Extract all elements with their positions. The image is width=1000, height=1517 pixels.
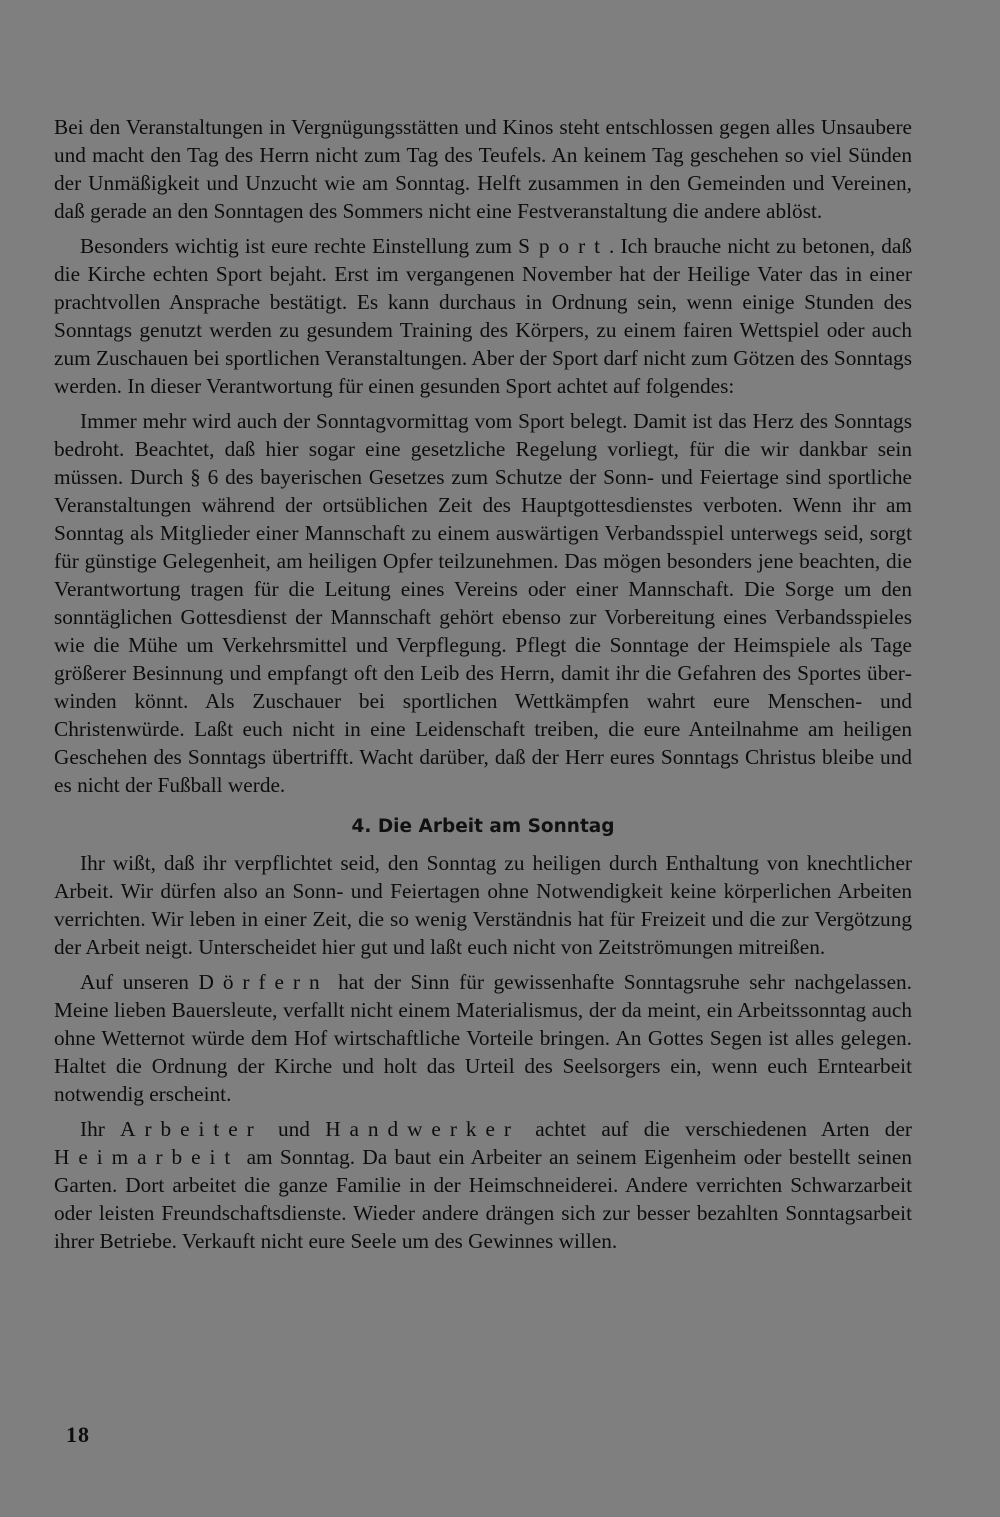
page-number: 18 <box>66 1422 90 1447</box>
paragraph <box>54 232 912 400</box>
text-segment: am Sonntag. Da baut ein Arbeiter an seinem Eigenheim oder bestellt seinen Garten. Dort arbeitet die ganze Familie in der Heimschneiderei. Andere verrichten Schwarzarbeit oder leisten Freundschaftsdienste. Wieder andere drängen sich zur besser bezahlten Sonntagsarbeit ihrer Betriebe. Verkauft nicht eure Seele um des Gewinnes willen. <box>54 1145 912 1253</box>
text-segment: Immer mehr wird auch der Sonntagvormittag vom Sport belegt. Damit ist das Herz des Sonntags bedroht. Beachtet, daß hier sogar eine gesetzliche Regelung vorliegt, für die wir dankbar sein müssen. Durch § 6 des bayerischen Gesetzes zum Schutze der Sonn- und Feiertage sind sportliche Veranstaltungen während der ortsüblichen Zeit des Hauptgottesdienstes verboten. Wenn ihr am Sonntag als Mitglieder einer Mannschaft zu einem auswärtigen Verbandsspiel unterwegs seid, sorgt für günstige Gelegenheit, am heiligen Opfer teilzunehmen. Das mögen besonders jene beachten, die Verantwortung tragen für die Leitung eines Vereins oder einer Mannschaft. Die Sorge um den sonntäglichen Gottesdienst der Mannschaft gehört ebenso zur Vorbereitung eines Verbandsspieles wie die Mühe um Verkehrsmittel und Verpflegung. Pflegt die Sonntage der Heimspiele als Tage größerer Besinnung und empfangt oft den Leib des Herrn, damit ihr die Gefahren des Sportes überwinden könnt. Als Zuschauer bei sportlichen Wettkämpfen wahrt eure Menschen- und Christenwürde. Laßt euch nicht in eine Leidenschaft treiben, die eure Anteilnahme am heiligen Geschehen des Sonntags übertrifft. Wacht darüber, daß der Herr eures Sonntags Christus bleibe und es nicht der Fußball werde. <box>54 409 912 797</box>
emphasized-word: Sport <box>518 234 609 258</box>
text-segment: Bei den Veranstaltungen in Vergnügungsstätten und Kinos steht entschlossen gegen alles Unsaubere und macht den Tag des Herrn nicht zum Tag des Teufels. An keinem Tag geschehen so viel Sünden der Unmäßigkeit und Unzucht wie am Sonntag. Helft zusammen in den Gemeinden und Vereinen, daß gerade an den Sonntagen des Sommers nicht eine Festveranstaltung die andere ablöst. <box>54 115 912 223</box>
paragraph <box>54 1115 912 1255</box>
emphasized-word: Heimarbeit <box>54 1145 240 1169</box>
text-segment: und <box>262 1117 326 1141</box>
paragraph <box>54 113 912 225</box>
section-text-before <box>54 113 912 799</box>
text-segment: Ihr <box>80 1117 121 1141</box>
paragraph <box>54 849 912 961</box>
text-segment: Besonders wichtig ist eure rechte Einstellung zum <box>80 234 519 258</box>
text-segment: Ihr wißt, daß ihr verpflichtet seid, den Sonntag zu heiligen durch Enthaltung von knechtlicher Arbeit. Wir dürfen also an Sonn- und Feiertagen ohne Notwendigkeit keine körperlichen Arbeiten verrichten. Wir leben in einer Zeit, die so wenig Verständnis hat für Freizeit und die zur Vergötzung der Arbeit neigt. Unterscheidet hier gut und laßt euch nicht von Zeitströmungen mitreißen. <box>54 851 912 959</box>
text-segment: . Ich brauche nicht zu betonen, daß die Kirche echten Sport bejaht. Erst im vergangenen November hat der Heilige Vater das in einer prachtvollen Ansprache bestätigt. Es kann durchaus in Ordnung sein, wenn einige Stunden des Sonntags genutzt werden zu gesundem Training des Körpers, zu einem fairen Wettspiel oder auch zum Zuschauen bei sportlichen Veranstaltungen. Aber der Sport darf nicht zum Götzen des Sonntags werden. In dieser Verantwortung für einen gesunden Sport achtet auf folgendes: <box>54 234 912 398</box>
paragraph <box>54 407 912 799</box>
page-body <box>54 113 912 1262</box>
paragraph <box>54 968 912 1108</box>
emphasized-word: Arbeiter <box>120 1117 263 1141</box>
emphasized-word: Dörfern <box>198 970 329 994</box>
text-segment: Auf unseren <box>80 970 199 994</box>
text-segment: achtet auf die verschiedenen Arten der <box>519 1117 912 1141</box>
emphasized-word: Handwerker <box>325 1117 520 1141</box>
section-heading: 4. Die Arbeit am Sonntag <box>351 816 615 837</box>
text-segment: hat der Sinn für gewissenhafte Sonntagsruhe sehr nachgelassen. Meine lieben Bauersleute, verfallt nicht einem Materialismus, der da meint, ein Arbeitssonntag auch ohne Wetternot würde dem Hof wirtschaftliche Vorteile bringen. An Gottes Segen ist alles gelegen. Haltet die Ordnung der Kirche und holt das Urteil des Seelsorgers ein, wenn euch Erntearbeit notwendig erscheint. <box>54 970 912 1106</box>
section-text-after <box>54 849 912 1255</box>
